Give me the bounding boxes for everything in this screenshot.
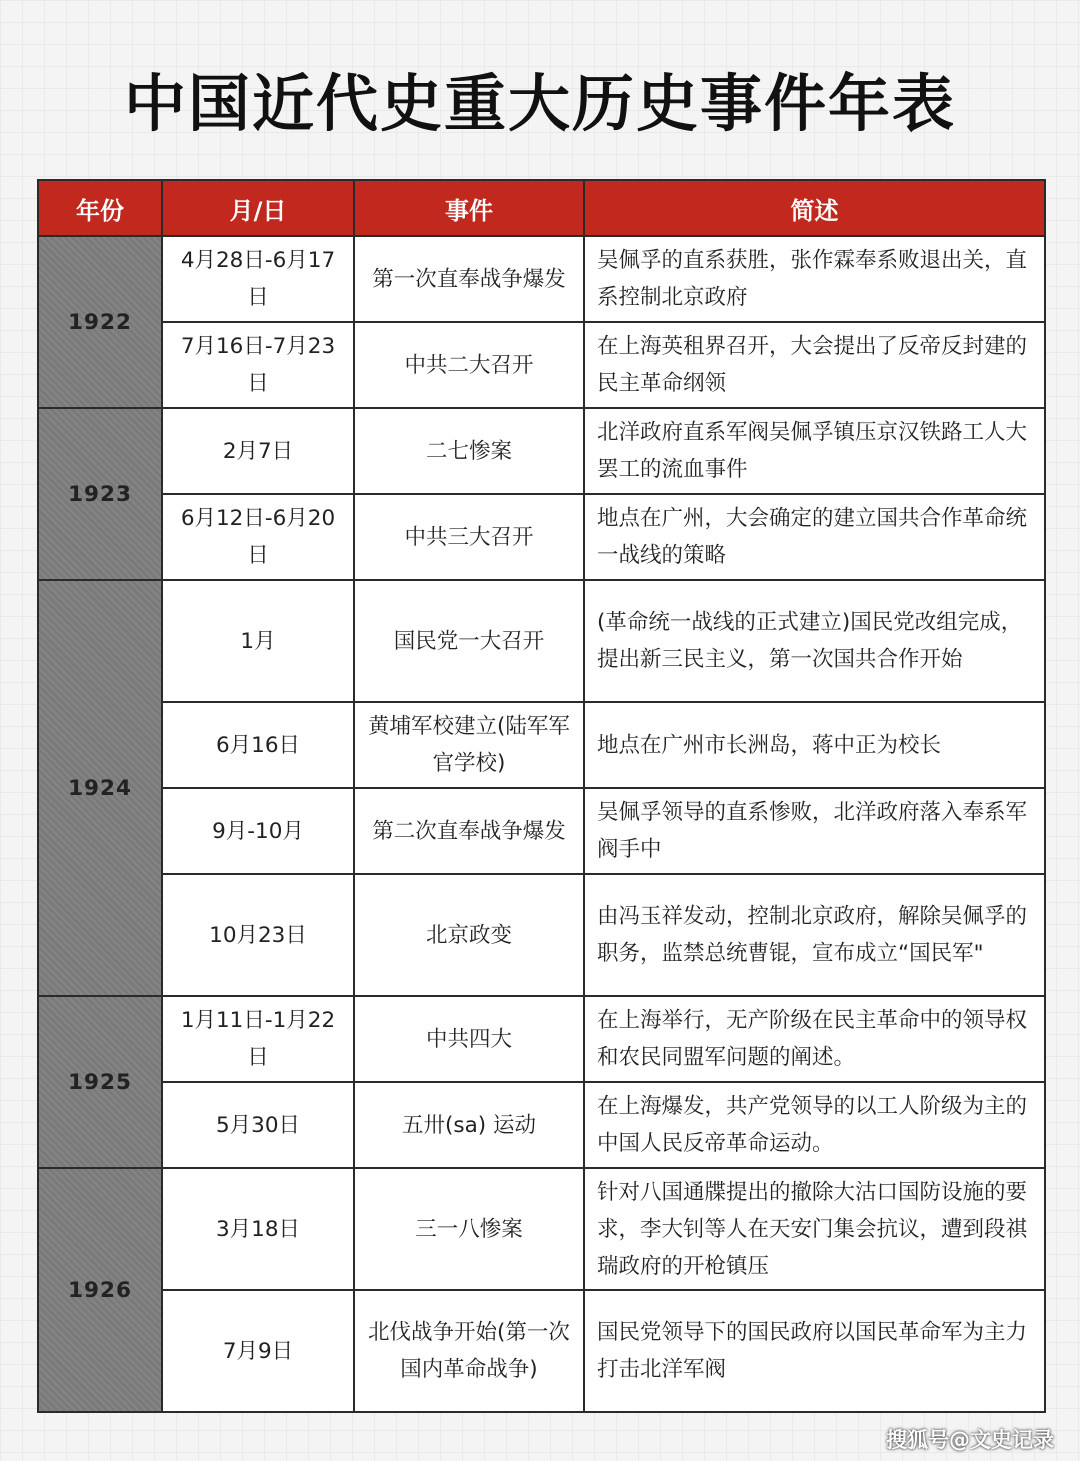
description-cell: 在上海爆发，共产党领导的以工人阶级为主的中国人民反帝革命运动。: [584, 1082, 1045, 1168]
description-cell: 北洋政府直系军阀吴佩孚镇压京汉铁路工人大罢工的流血事件: [584, 408, 1045, 494]
table-row: [38, 1082, 1045, 1168]
event-cell: 黄埔军校建立(陆军军官学校): [354, 702, 584, 788]
date-cell: 1月: [162, 580, 354, 702]
description-cell: 由冯玉祥发动，控制北京政府，解除吴佩孚的职务，监禁总统曹锟，宣布成立“国民军": [584, 874, 1045, 996]
table-row: [38, 996, 1045, 1082]
event-cell: 北伐战争开始(第一次国内革命战争): [354, 1290, 584, 1412]
year-cell: 1924: [38, 580, 162, 996]
description-cell: 在上海举行，无产阶级在民主革命中的领导权和农民同盟军问题的阐述。: [584, 996, 1045, 1082]
description-cell: 针对八国通牒提出的撤除大沽口国防设施的要求，李大钊等人在天安门集会抗议，遭到段祺瑞政府的开枪镇压: [584, 1168, 1045, 1290]
description-cell: (革命统一战线的正式建立)国民党改组完成，提出新三民主义，第一次国共合作开始: [584, 580, 1045, 702]
date-cell: 5月30日: [162, 1082, 354, 1168]
table-row: [38, 494, 1045, 580]
table-row: [38, 874, 1045, 996]
date-cell: 3月18日: [162, 1168, 354, 1290]
event-cell: 二七惨案: [354, 408, 584, 494]
header-event: 事件: [354, 180, 584, 236]
event-cell: 中共四大: [354, 996, 584, 1082]
event-cell: 中共三大召开: [354, 494, 584, 580]
table-row: [38, 408, 1045, 494]
year-cell: 1926: [38, 1168, 162, 1412]
year-cell: 1925: [38, 996, 162, 1168]
event-cell: 中共二大召开: [354, 322, 584, 408]
header-date: 月/日: [162, 180, 354, 236]
table-row: [38, 702, 1045, 788]
date-cell: 7月9日: [162, 1290, 354, 1412]
date-cell: 10月23日: [162, 874, 354, 996]
event-cell: 三一八惨案: [354, 1168, 584, 1290]
description-cell: 国民党领导下的国民政府以国民革命军为主力打击北洋军阀: [584, 1290, 1045, 1412]
table-row: [38, 580, 1045, 702]
event-cell: 北京政变: [354, 874, 584, 996]
description-cell: 地点在广州市长洲岛，蒋中正为校长: [584, 702, 1045, 788]
table-header-row: [38, 180, 1045, 236]
date-cell: 9月-10月: [162, 788, 354, 874]
event-cell: 国民党一大召开: [354, 580, 584, 702]
page-title: 中国近代史重大历史事件年表: [123, 67, 956, 140]
timeline-table: [37, 179, 1046, 1413]
description-cell: 地点在广州，大会确定的建立国共合作革命统一战线的策略: [584, 494, 1045, 580]
description-cell: 在上海英租界召开，大会提出了反帝反封建的民主革命纲领: [584, 322, 1045, 408]
date-cell: 2月7日: [162, 408, 354, 494]
event-cell: 第一次直奉战争爆发: [354, 236, 584, 322]
date-cell: 6月16日: [162, 702, 354, 788]
date-cell: 7月16日-7月23日: [162, 322, 354, 408]
watermark: 搜狐号@文史记录: [886, 1428, 1054, 1452]
date-cell: 1月11日-1月22日: [162, 996, 354, 1082]
header-description: 简述: [584, 180, 1045, 236]
description-cell: 吴佩孚的直系获胜，张作霖奉系败退出关，直系控制北京政府: [584, 236, 1045, 322]
year-cell: 1923: [38, 408, 162, 580]
event-cell: 五卅(sa) 运动: [354, 1082, 584, 1168]
table-row: [38, 322, 1045, 408]
table-row: [38, 1290, 1045, 1412]
table-row: [38, 788, 1045, 874]
header-year: 年份: [38, 180, 162, 236]
table-row: [38, 1168, 1045, 1290]
table-row: [38, 236, 1045, 322]
description-cell: 吴佩孚领导的直系惨败，北洋政府落入奉系军阀手中: [584, 788, 1045, 874]
table-body: [38, 236, 1045, 1412]
event-cell: 第二次直奉战争爆发: [354, 788, 584, 874]
year-cell: 1922: [38, 236, 162, 408]
date-cell: 4月28日-6月17日: [162, 236, 354, 322]
date-cell: 6月12日-6月20日: [162, 494, 354, 580]
